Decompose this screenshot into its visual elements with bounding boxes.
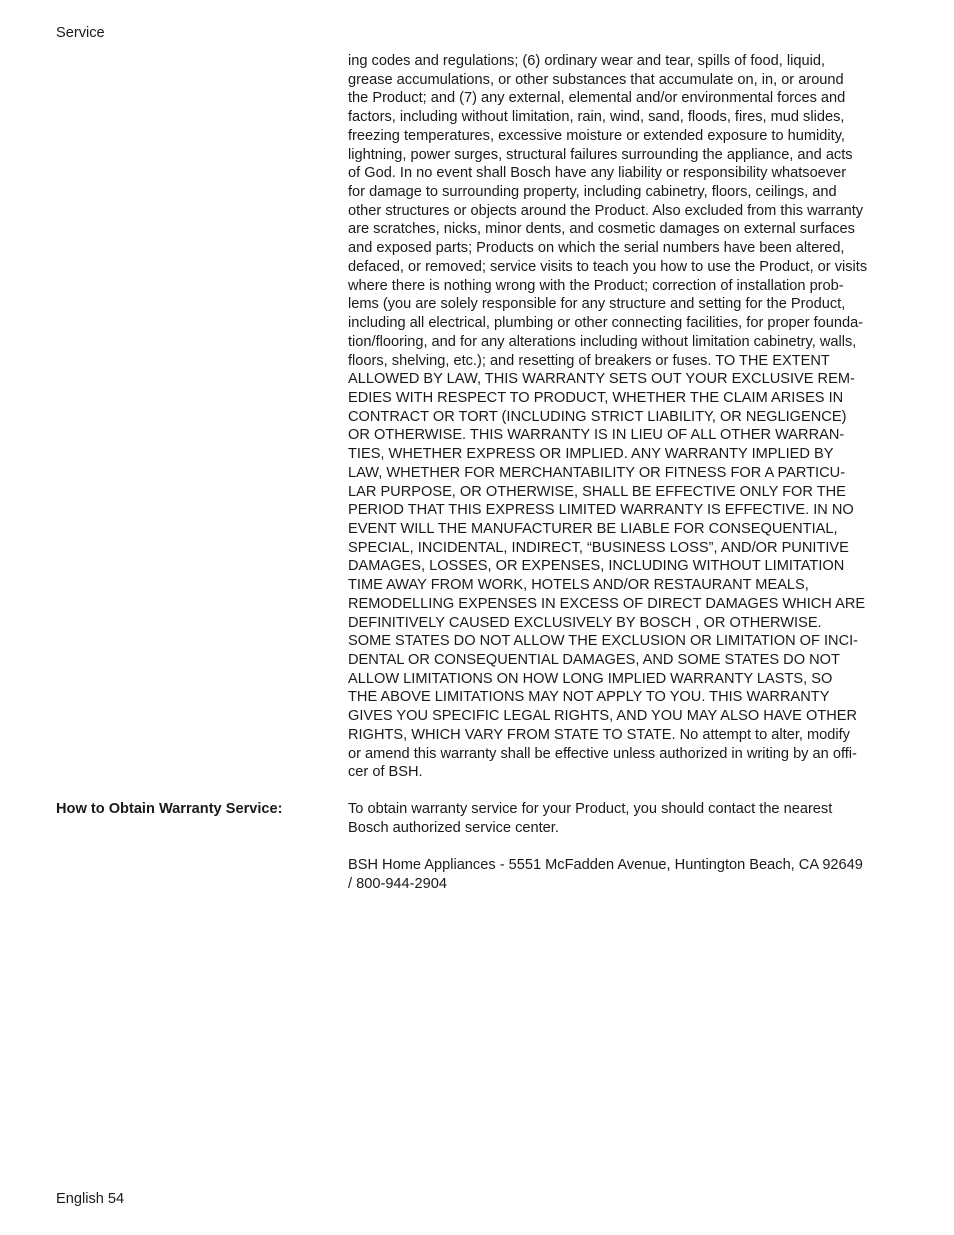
text-line: where there is nothing wrong with the Product; correction of installation prob- <box>348 277 844 294</box>
text-line: GIVES YOU SPECIFIC LEGAL RIGHTS, AND YOU MAY ALSO HAVE OTHER <box>348 708 858 725</box>
text-line: freezing temperatures, excessive moisture or extended exposure to humidity, <box>348 127 845 144</box>
text-line: factors, including without limitation, rain, wind, sand, floods, fires, mud slides, <box>348 109 845 126</box>
obtain-service-heading: How to Obtain Warranty Service: <box>56 801 283 817</box>
text-line: OR OTHERWISE. THIS WARRANTY IS IN LIEU OF ALL OTHER WARRAN- <box>348 427 845 444</box>
text-line: EDIES WITH RESPECT TO PRODUCT, WHETHER THE CLAIM ARISES IN <box>348 389 844 406</box>
text-line: including all electrical, plumbing or other connecting facilities, for proper founda- <box>348 315 864 332</box>
text-line: lightning, power surges, structural failures surrounding the appliance, and acts <box>348 146 853 163</box>
text-line: SOME STATES DO NOT ALLOW THE EXCLUSION OR LIMITATION OF INCI- <box>348 633 859 650</box>
text-line: ALLOWED BY LAW, THIS WARRANTY SETS OUT YOUR EXCLUSIVE REM- <box>348 371 855 388</box>
text-line: SPECIAL, INCIDENTAL, INDIRECT, “BUSINESS LOSS”, AND/OR PUNITIVE <box>348 539 849 556</box>
running-header: Service <box>56 25 105 41</box>
text-line: other structures or objects around the Product. Also excluded from this warranty <box>348 202 864 219</box>
text-line: DEFINITIVELY CAUSED EXCLUSIVELY BY BOSCH , OR OTHERWISE. <box>348 614 822 631</box>
page-number: English 54 <box>56 1191 125 1207</box>
text-line: TIME AWAY FROM WORK, HOTELS AND/OR RESTAURANT MEALS, <box>348 577 809 594</box>
text-line: ing codes and regulations; (6) ordinary wear and tear, spills of food, liquid, <box>348 53 826 69</box>
text-line: CONTRACT OR TORT (INCLUDING STRICT LIABILITY, OR NEGLIGENCE) <box>348 408 847 425</box>
text-line: PERIOD THAT THIS EXPRESS LIMITED WARRANTY IS EFFECTIVE. IN NO <box>348 502 854 519</box>
text-line: cer of BSH. <box>348 764 423 781</box>
text-line: of God. In no event shall Bosch have any liability or responsibility whatsoever <box>348 165 847 182</box>
text-line: To obtain warranty service for your Product, you should contact the nearest <box>348 801 833 817</box>
text-line: DAMAGES, LOSSES, OR EXPENSES, INCLUDING WITHOUT LIMITATION <box>348 558 845 575</box>
obtain-service-paragraph <box>348 800 908 837</box>
text-line: defaced, or removed; service visits to teach you how to use the Product, or visits <box>348 258 868 275</box>
text-line: BSH Home Appliances - 5551 McFadden Avenue, Huntington Beach, CA 92649 <box>348 857 863 873</box>
text-line: / 800-944-2904 <box>348 875 447 892</box>
text-line: and exposed parts; Products on which the serial numbers have been altered, <box>348 240 845 257</box>
text-line: THE ABOVE LIMITATIONS MAY NOT APPLY TO YOU. THIS WARRANTY <box>348 689 830 706</box>
text-line: EVENT WILL THE MANUFACTURER BE LIABLE FOR CONSEQUENTIAL, <box>348 520 838 537</box>
text-line: Bosch authorized service center. <box>348 819 559 836</box>
text-line: grease accumulations, or other substances that accumulate on, in, or around <box>348 71 844 88</box>
text-line: the Product; and (7) any external, elemental and/or environmental forces and <box>348 90 846 107</box>
text-line: REMODELLING EXPENSES IN EXCESS OF DIRECT DAMAGES WHICH ARE <box>348 595 866 612</box>
text-line: tion/flooring, and for any alterations including without limitation cabinetry, walls, <box>348 333 857 350</box>
text-line: LAR PURPOSE, OR OTHERWISE, SHALL BE EFFECTIVE ONLY FOR THE <box>348 483 846 500</box>
text-line: are scratches, nicks, minor dents, and cosmetic damages on external surfaces <box>348 221 855 238</box>
text-line: TIES, WHETHER EXPRESS OR IMPLIED. ANY WARRANTY IMPLIED BY <box>348 446 834 463</box>
text-line: lems (you are solely responsible for any structure and setting for the Product, <box>348 296 846 313</box>
text-line: LAW, WHETHER FOR MERCHANTABILITY OR FITNESS FOR A PARTICU- <box>348 464 846 481</box>
text-line: for damage to surrounding property, including cabinetry, floors, ceilings, and <box>348 184 837 201</box>
warranty-exclusions-paragraph <box>348 52 908 782</box>
text-line: or amend this warranty shall be effective unless authorized in writing by an offi- <box>348 745 857 762</box>
text-line: ALLOW LIMITATIONS ON HOW LONG IMPLIED WARRANTY LASTS, SO <box>348 670 833 687</box>
text-line: DENTAL OR CONSEQUENTIAL DAMAGES, AND SOME STATES DO NOT <box>348 652 840 668</box>
text-line: floors, shelving, etc.); and resetting of breakers or fuses. TO THE EXTENT <box>348 352 830 369</box>
contact-address <box>348 856 908 893</box>
text-line: RIGHTS, WHICH VARY FROM STATE TO STATE. No attempt to alter, modify <box>348 726 850 743</box>
